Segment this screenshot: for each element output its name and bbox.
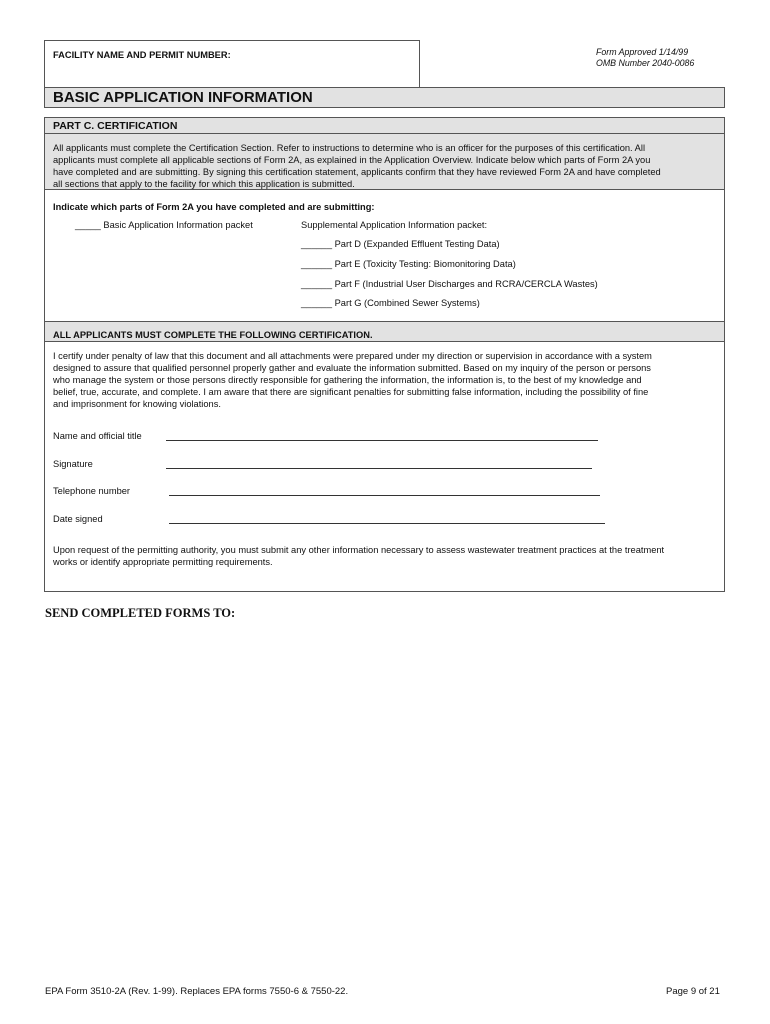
signature-field[interactable] — [166, 468, 592, 469]
statement-line: who manage the system or those persons directly responsible for gathering the information, the information is, to the best of my knowledge and — [53, 374, 642, 385]
name-title-field[interactable] — [166, 440, 598, 441]
signature-label: Signature — [53, 459, 93, 469]
footer-page-number: Page 9 of 21 — [666, 986, 720, 997]
certification-statement — [53, 351, 652, 411]
certification-heading-bar — [44, 321, 725, 342]
request-line: Upon request of the permitting authority, you must submit any other information necessary to assess wastewater treatment practices at the treatment — [53, 545, 665, 555]
intro-line: applicants must complete all applicable sections of Form 2A, as explained in the Application Overview. Indicate below which parts of Form 2A you — [53, 154, 651, 165]
name-title-label: Name and official title — [53, 431, 142, 441]
footer-form-id: EPA Form 3510-2A (Rev. 1-99). Replaces EPA forms 7550-6 & 7550-22. — [45, 986, 349, 997]
form-approval-info — [596, 47, 694, 69]
part-f-checkbox[interactable]: ______ Part F (Industrial User Discharges and RCRA/CERCLA Wastes) — [301, 279, 598, 289]
statement-line: and imprisonment for knowing violations. — [53, 398, 221, 409]
intro-line: all sections that apply to the facility for which this application is submitted. — [53, 178, 355, 189]
part-d-checkbox[interactable]: ______ Part D (Expanded Effluent Testing Data) — [301, 239, 500, 249]
parts-selection-box — [44, 189, 725, 322]
part-c-heading-bar — [44, 117, 725, 134]
section-title-bar — [44, 87, 725, 108]
supplemental-label: Supplemental Application Information packet: — [301, 220, 488, 230]
request-line: works or identify appropriate permitting requirements. — [53, 556, 273, 567]
facility-box — [44, 40, 420, 88]
statement-line: belief, true, accurate, and complete. I am aware that there are significant penalties for submitting false information, including the possibility of fine — [53, 386, 649, 397]
basic-packet-checkbox[interactable]: _____ Basic Application Information packet — [75, 220, 253, 230]
date-signed-label: Date signed — [53, 514, 103, 524]
certification-box — [44, 341, 725, 592]
facility-label: FACILITY NAME AND PERMIT NUMBER: — [53, 50, 231, 60]
omb-number: OMB Number 2040-0086 — [596, 58, 695, 68]
telephone-label: Telephone number — [53, 486, 131, 496]
form-approved-date: Form Approved 1/14/99 — [596, 47, 689, 57]
telephone-field[interactable] — [169, 495, 600, 496]
parts-heading: Indicate which parts of Form 2A you have completed and are submitting: — [53, 202, 375, 212]
statement-line: I certify under penalty of law that this document and all attachments were prepared under my direction or supervision in accordance with a system — [53, 351, 652, 361]
date-signed-field[interactable] — [169, 523, 605, 524]
statement-line: designed to assure that qualified personnel properly gather and evaluate the information submitted. Based on my inquiry of the person or persons — [53, 362, 651, 373]
intro-line: have completed and are submitting. By signing this certification statement, applicants confirm that they have reviewed Form 2A and have completed — [53, 166, 661, 177]
part-c-intro — [44, 133, 725, 190]
part-g-checkbox[interactable]: ______ Part G (Combined Sewer Systems) — [301, 298, 480, 308]
part-c-heading: PART C. CERTIFICATION — [53, 120, 178, 132]
intro-line: All applicants must complete the Certification Section. Refer to instructions to determine who is an officer for the purposes of this certification. All — [53, 143, 646, 153]
request-note — [53, 545, 664, 569]
certification-heading: ALL APPLICANTS MUST COMPLETE THE FOLLOWING CERTIFICATION. — [53, 330, 373, 340]
send-to-heading: SEND COMPLETED FORMS TO: — [45, 606, 236, 620]
part-e-checkbox[interactable]: ______ Part E (Toxicity Testing: Biomonitoring Data) — [301, 259, 516, 269]
section-title: BASIC APPLICATION INFORMATION — [53, 89, 313, 106]
